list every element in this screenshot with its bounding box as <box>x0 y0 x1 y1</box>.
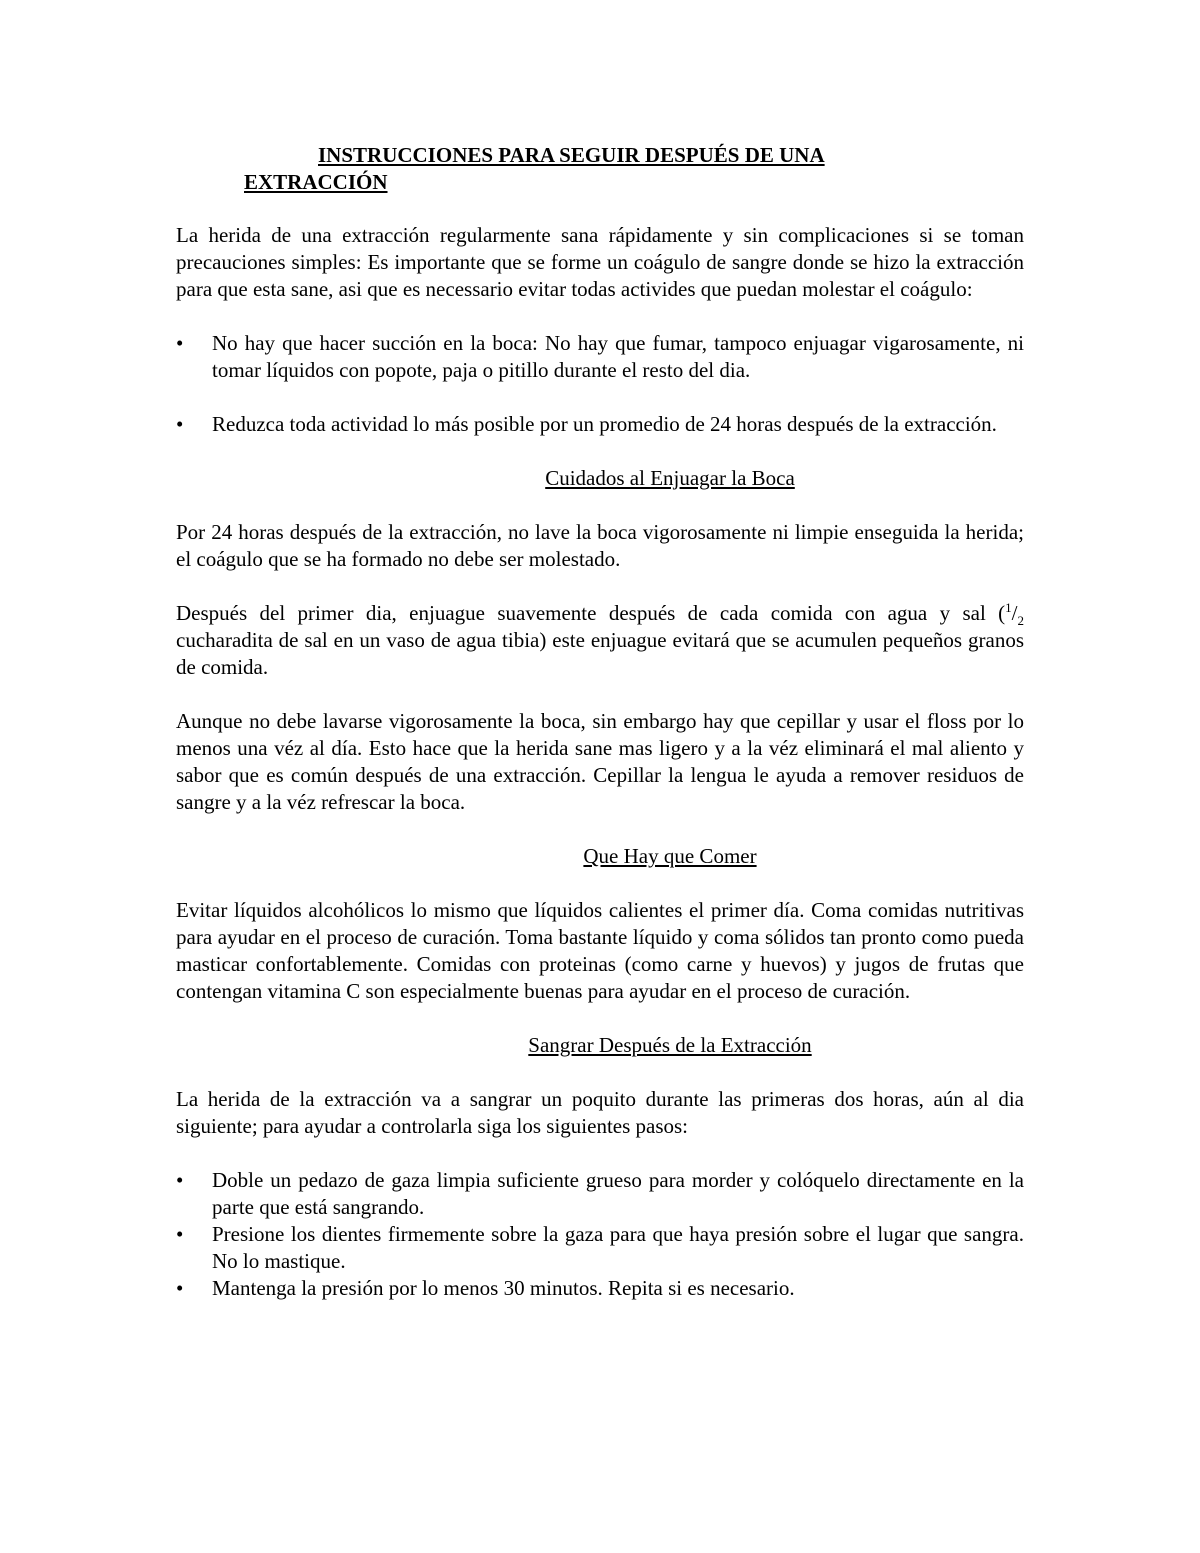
bullet-icon: • <box>176 1222 184 1246</box>
title-line-2: EXTRACCIÓN <box>244 170 388 194</box>
rinse-paragraph-1: Por 24 horas después de la extracción, no lave la boca vigorosamente ni limpie enseguida la herida; el coágulo que se ha formado no debe ser molestado. <box>176 520 1024 571</box>
fraction-numerator: 1 <box>1005 600 1012 615</box>
list-item-text: Reduzca toda actividad lo más posible por un promedio de 24 horas después de la extracción. <box>212 412 997 436</box>
bleed-paragraph: La herida de la extracción va a sangrar un poquito durante las primeras dos horas, aún al dia siguiente; para ayudar a controlarla siga los siguientes pasos: <box>176 1087 1024 1138</box>
precautions-list <box>176 330 1024 438</box>
title-line-1: INSTRUCCIONES PARA SEGUIR DESPUÉS DE UNA <box>318 143 825 167</box>
document-title <box>176 142 1024 196</box>
bullet-icon: • <box>176 1168 184 1192</box>
section-heading-rinse: Cuidados al Enjuagar la Boca <box>545 466 795 490</box>
section-heading-eat: Que Hay que Comer <box>583 844 757 868</box>
fraction-denominator: 2 <box>1017 613 1024 629</box>
eat-paragraph: Evitar líquidos alcohólicos lo mismo que líquidos calientes el primer día. Coma comidas nutritivas para ayudar en el proceso de curación. Toma bastante líquido y coma sólidos tan pronto como pueda masticar confortablemente. Comidas con proteinas (como carne y huevos) y jugos de frutas que contengan vitamina C son especialmente buenas para ayudar en el proceso de curación. <box>176 898 1024 1003</box>
list-item-text: Doble un pedazo de gaza limpia suficiente grueso para morder y colóquelo directamente en la parte que está sangrando. <box>212 1168 1024 1219</box>
list-item <box>176 330 1024 384</box>
rinse-p2-text-before: Después del primer dia, enjuague suavemente después de cada comida con agua y sal ( <box>176 601 1006 625</box>
list-item <box>176 411 1024 438</box>
bullet-icon: • <box>176 1276 184 1300</box>
bullet-icon: • <box>176 331 184 355</box>
list-item <box>176 1275 1024 1302</box>
document-body <box>176 142 1024 1302</box>
list-item-text: Mantenga la presión por lo menos 30 minutos. Repita si es necesario. <box>212 1276 795 1300</box>
rinse-paragraph-2 <box>176 600 1024 681</box>
rinse-p2-text-after: cucharadita de sal en un vaso de agua tibia) este enjuague evitará que se acumulen pequeños granos de comida. <box>176 628 1024 679</box>
list-item <box>176 1221 1024 1275</box>
list-item <box>176 1167 1024 1221</box>
list-item-text: Presione los dientes firmemente sobre la gaza para que haya presión sobre el lugar que sangra. No lo mastique. <box>212 1222 1024 1273</box>
intro-paragraph: La herida de una extracción regularmente sana rápidamente y sin complicaciones si se toman precauciones simples: Es importante que se forme un coágulo de sangre donde se hizo la extracción para que esta sane, asi que es necessario evitar todas activides que puedan molestar el coágulo: <box>176 223 1024 301</box>
section-heading-bleed: Sangrar Después de la Extracción <box>528 1033 812 1057</box>
rinse-paragraph-3: Aunque no debe lavarse vigorosamente la boca, sin embargo hay que cepillar y usar el floss por lo menos una véz al día. Esto hace que la herida sane mas ligero y a la véz eliminará el mal aliento y sabor que es común después de una extracción. Cepillar la lengua le ayuda a remover residuos de sangre y a la véz refrescar la boca. <box>176 709 1024 814</box>
bleed-steps-list <box>176 1167 1024 1302</box>
bullet-icon: • <box>176 412 184 436</box>
fraction-slash: / <box>1011 601 1018 625</box>
list-item-text: No hay que hacer succión en la boca: No hay que fumar, tampoco enjuagar vigarosamente, ni tomar líquidos con popote, paja o pitillo durante el resto del dia. <box>212 331 1024 382</box>
